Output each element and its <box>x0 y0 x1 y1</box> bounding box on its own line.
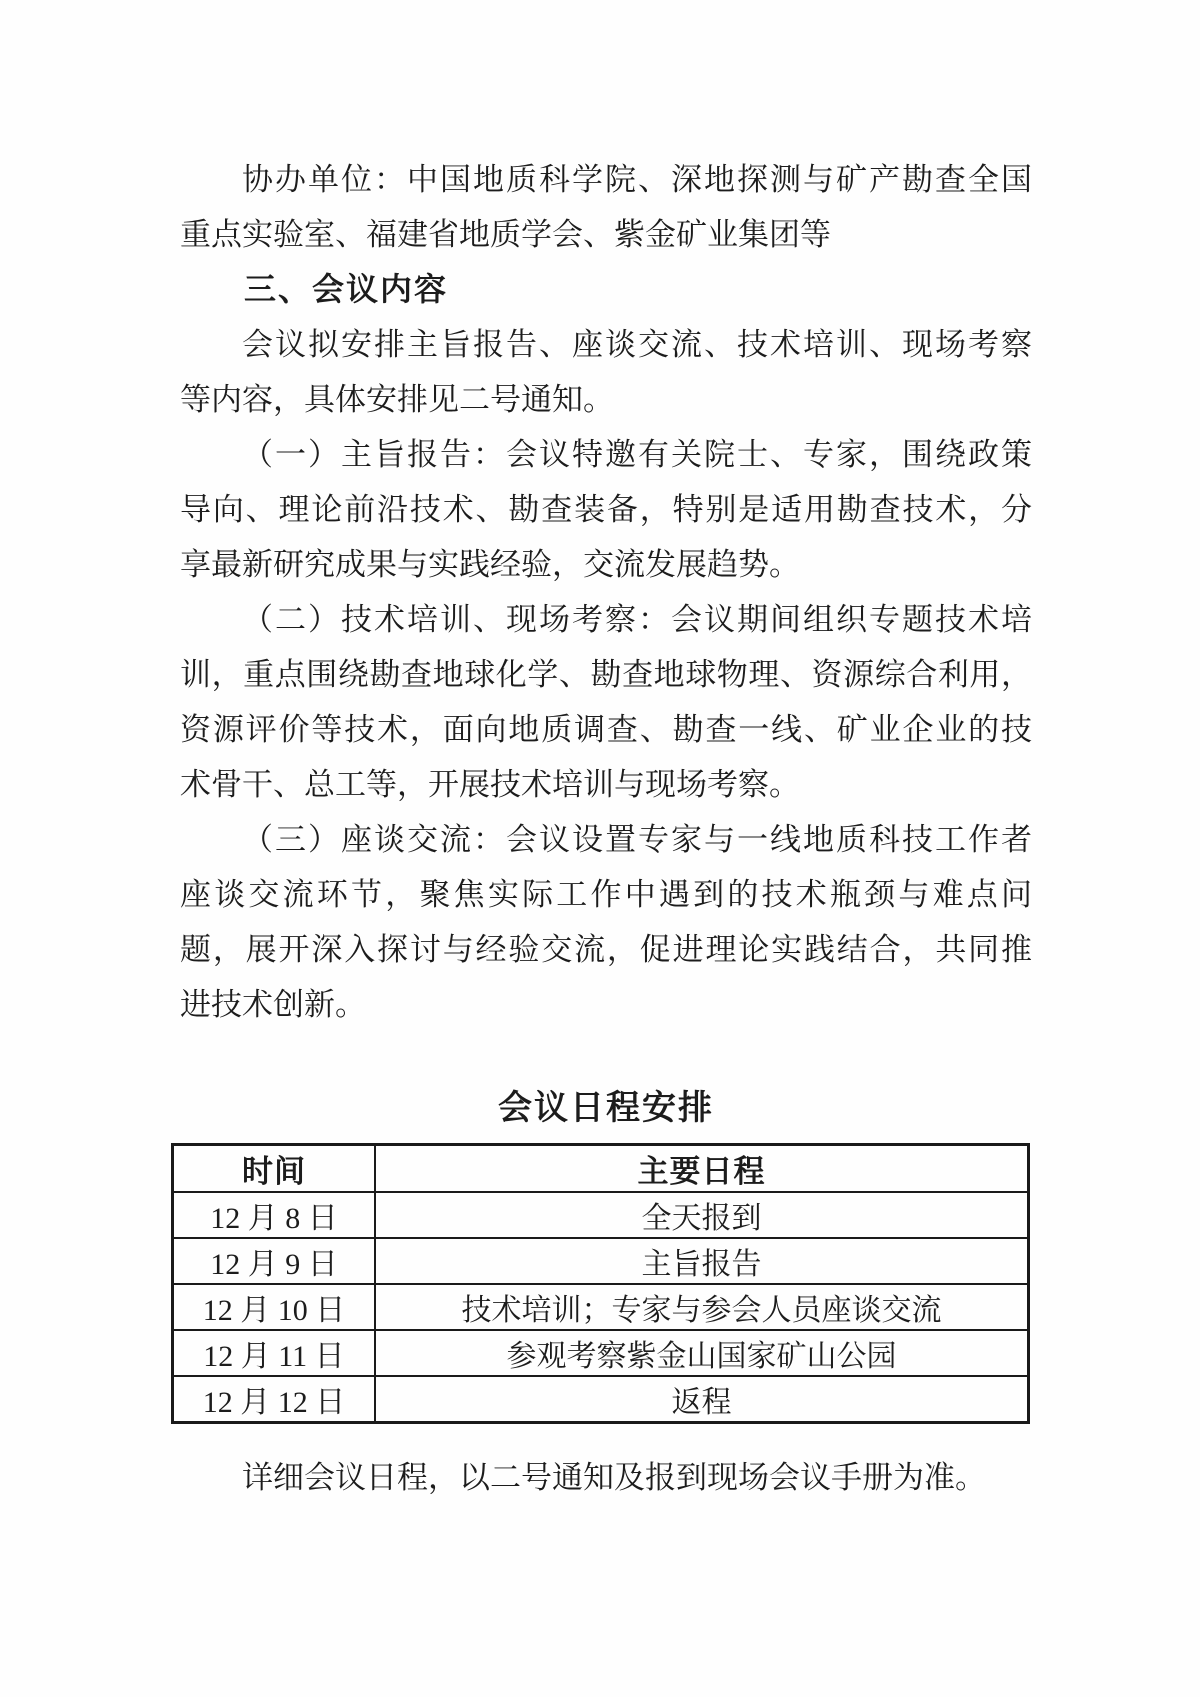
table-row <box>173 1284 1029 1330</box>
body-line: 享最新研究成果与实践经验，交流发展趋势。 <box>180 547 800 582</box>
section-heading-content: 三、会议内容 <box>244 271 449 307</box>
body-line: 题，展开深入探讨与经验交流，促进理论实践结合，共同推 <box>180 932 1032 967</box>
body-line: 协办单位：中国地质科学院、深地探测与矿产勘查全国 <box>242 162 1032 197</box>
closing-note: 详细会议日程，以二号通知及报到现场会议手册为准。 <box>242 1460 986 1495</box>
cell-agenda: 全天报到 <box>375 1192 1029 1238</box>
schedule-table <box>171 1143 1030 1424</box>
cell-agenda: 返程 <box>375 1376 1029 1423</box>
cell-time: 12 月 11 日 <box>173 1330 376 1376</box>
body-line: 进技术创新。 <box>180 987 366 1022</box>
cell-time: 12 月 10 日 <box>173 1284 376 1330</box>
body-line: （三）座谈交流：会议设置专家与一线地质科技工作者 <box>242 822 1032 857</box>
body-line: 会议拟安排主旨报告、座谈交流、技术培训、现场考察 <box>242 327 1032 362</box>
body-line: 资源评价等技术，面向地质调查、勘查一线、矿业企业的技 <box>180 712 1032 747</box>
schedule-title: 会议日程安排 <box>498 1089 714 1127</box>
body-line: （二）技术培训、现场考察：会议期间组织专题技术培 <box>242 602 1032 637</box>
table-header-row <box>173 1145 1029 1193</box>
cell-time: 12 月 8 日 <box>173 1192 376 1238</box>
table-row <box>173 1192 1029 1238</box>
table-row <box>173 1376 1029 1423</box>
body-line: 重点实验室、福建省地质学会、紫金矿业集团等 <box>180 217 831 252</box>
table-header-time: 时间 <box>173 1145 376 1193</box>
body-line: 训，重点围绕勘查地球化学、勘查地球物理、资源综合利用， <box>180 657 1032 692</box>
body-line: 座谈交流环节，聚焦实际工作中遇到的技术瓶颈与难点问 <box>180 877 1032 912</box>
body-line: 术骨干、总工等，开展技术培训与现场考察。 <box>180 767 800 802</box>
cell-time: 12 月 9 日 <box>173 1238 376 1284</box>
cell-agenda: 参观考察紫金山国家矿山公园 <box>375 1330 1029 1376</box>
table-header-agenda: 主要日程 <box>375 1145 1029 1193</box>
document-body <box>180 152 1032 1032</box>
body-line: 等内容，具体安排见二号通知。 <box>180 382 614 417</box>
body-line: （一）主旨报告：会议特邀有关院士、专家，围绕政策 <box>242 437 1032 472</box>
cell-agenda: 技术培训；专家与参会人员座谈交流 <box>375 1284 1029 1330</box>
table-row <box>173 1330 1029 1376</box>
cell-time: 12 月 12 日 <box>173 1376 376 1423</box>
table-row <box>173 1238 1029 1284</box>
body-line: 导向、理论前沿技术、勘查装备，特别是适用勘查技术，分 <box>180 492 1032 527</box>
cell-agenda: 主旨报告 <box>375 1238 1029 1284</box>
